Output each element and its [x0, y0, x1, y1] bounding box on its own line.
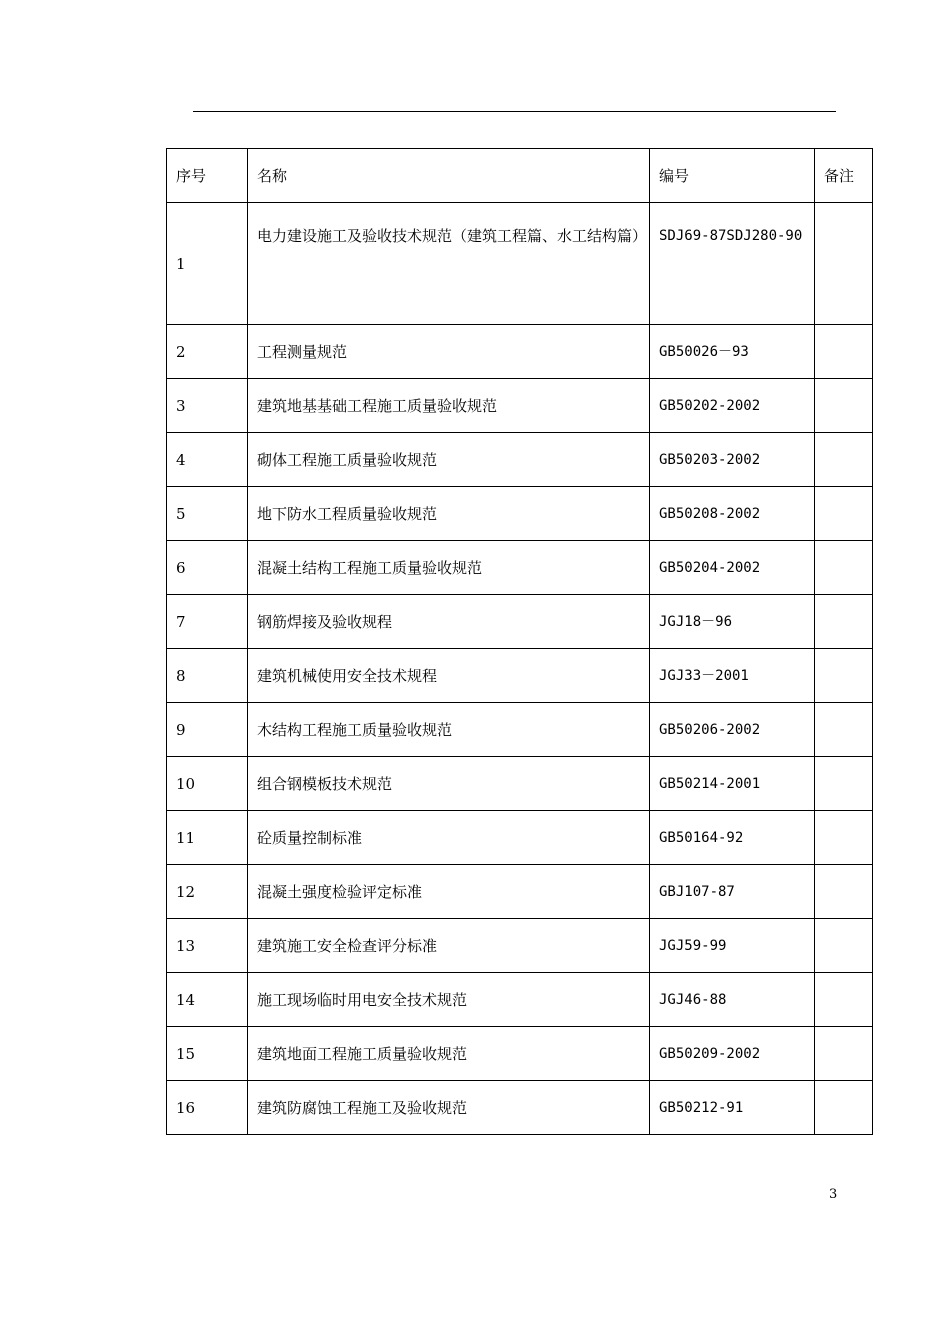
cell-remark: [815, 703, 873, 757]
table-row: [167, 919, 873, 973]
table-row: [167, 865, 873, 919]
cell-seq: 14: [167, 973, 248, 1027]
cell-seq: 4: [167, 433, 248, 487]
cell-seq: 5: [167, 487, 248, 541]
cell-code: GB50208-2002: [650, 487, 815, 541]
cell-name: 混凝土强度检验评定标准: [248, 865, 650, 919]
cell-code: GB50203-2002: [650, 433, 815, 487]
cell-seq: 10: [167, 757, 248, 811]
cell-remark: [815, 379, 873, 433]
cell-remark: [815, 1081, 873, 1135]
cell-seq: 7: [167, 595, 248, 649]
cell-seq: 13: [167, 919, 248, 973]
table-row: [167, 973, 873, 1027]
table-row: [167, 757, 873, 811]
table-row: [167, 649, 873, 703]
cell-remark: [815, 203, 873, 325]
cell-seq: 16: [167, 1081, 248, 1135]
table-row: [167, 811, 873, 865]
header-rule: [193, 111, 836, 112]
cell-seq: 9: [167, 703, 248, 757]
cell-name: 混凝土结构工程施工质量验收规范: [248, 541, 650, 595]
cell-remark: [815, 541, 873, 595]
cell-code: SDJ69-87SDJ280-90: [650, 203, 815, 325]
cell-name: 建筑施工安全检查评分标准: [248, 919, 650, 973]
table-row: [167, 379, 873, 433]
cell-name: 工程测量规范: [248, 325, 650, 379]
table-row: [167, 1081, 873, 1135]
cell-name: 施工现场临时用电安全技术规范: [248, 973, 650, 1027]
cell-code: JGJ59-99: [650, 919, 815, 973]
cell-seq: 8: [167, 649, 248, 703]
cell-name: 建筑防腐蚀工程施工及验收规范: [248, 1081, 650, 1135]
cell-name: 砌体工程施工质量验收规范: [248, 433, 650, 487]
cell-name: 建筑地面工程施工质量验收规范: [248, 1027, 650, 1081]
table-row: [167, 487, 873, 541]
cell-remark: [815, 325, 873, 379]
cell-name: 建筑地基基础工程施工质量验收规范: [248, 379, 650, 433]
table-row: [167, 703, 873, 757]
cell-remark: [815, 757, 873, 811]
cell-code: GB50026－93: [650, 325, 815, 379]
header-code: 编号: [650, 149, 815, 203]
cell-seq: 12: [167, 865, 248, 919]
table-row: [167, 203, 873, 325]
cell-code: GB50204-2002: [650, 541, 815, 595]
header-name: 名称: [248, 149, 650, 203]
cell-code: JGJ18－96: [650, 595, 815, 649]
cell-remark: [815, 865, 873, 919]
cell-seq: 2: [167, 325, 248, 379]
cell-name: 钢筋焊接及验收规程: [248, 595, 650, 649]
table-row: [167, 595, 873, 649]
cell-code: GBJ107-87: [650, 865, 815, 919]
cell-name: 砼质量控制标准: [248, 811, 650, 865]
cell-remark: [815, 919, 873, 973]
table-row: [167, 541, 873, 595]
cell-remark: [815, 973, 873, 1027]
cell-seq: 3: [167, 379, 248, 433]
cell-seq: 15: [167, 1027, 248, 1081]
header-seq: 序号: [167, 149, 248, 203]
table-row: [167, 325, 873, 379]
cell-code: GB50164-92: [650, 811, 815, 865]
cell-name: 地下防水工程质量验收规范: [248, 487, 650, 541]
cell-code: GB50209-2002: [650, 1027, 815, 1081]
table-row: [167, 1027, 873, 1081]
cell-remark: [815, 487, 873, 541]
cell-name: 建筑机械使用安全技术规程: [248, 649, 650, 703]
cell-name: 木结构工程施工质量验收规范: [248, 703, 650, 757]
cell-name: 组合钢模板技术规范: [248, 757, 650, 811]
cell-code: JGJ33－2001: [650, 649, 815, 703]
cell-seq: 1: [167, 203, 248, 325]
cell-remark: [815, 595, 873, 649]
cell-remark: [815, 649, 873, 703]
cell-seq: 6: [167, 541, 248, 595]
cell-remark: [815, 811, 873, 865]
cell-code: GB50202-2002: [650, 379, 815, 433]
cell-code: JGJ46-88: [650, 973, 815, 1027]
cell-remark: [815, 1027, 873, 1081]
cell-remark: [815, 433, 873, 487]
cell-seq: 11: [167, 811, 248, 865]
cell-code: GB50214-2001: [650, 757, 815, 811]
cell-code: GB50206-2002: [650, 703, 815, 757]
table-header-row: [167, 149, 873, 203]
cell-name: 电力建设施工及验收技术规范（建筑工程篇、水工结构篇）: [248, 203, 650, 325]
cell-code: GB50212-91: [650, 1081, 815, 1135]
table-row: [167, 433, 873, 487]
standards-table: [166, 148, 873, 1135]
page-number: 3: [829, 1187, 838, 1202]
header-remark: 备注: [815, 149, 873, 203]
